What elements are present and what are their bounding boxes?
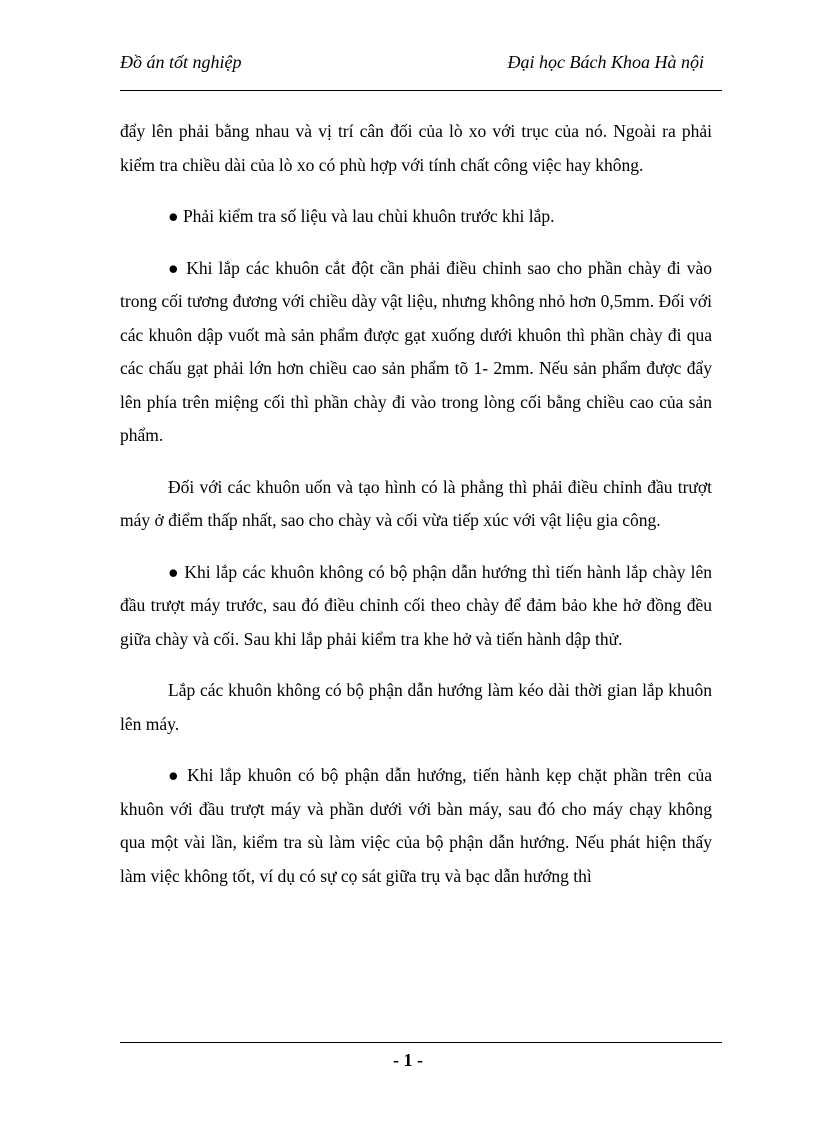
bullet-paragraph: ● Khi lắp các khuôn không có bộ phận dẫn hướng thì tiến hành lắp chày lên đầu trượt máy trước, sau đó điều chỉnh cối theo chày để đảm bảo khe hở đồng đều giữa chày và cối. Sau khi lắp phải kiểm tra khe hở và tiến hành dập thử. — [120, 561, 712, 649]
footer-divider — [120, 1042, 722, 1043]
paragraph: Đối với các khuôn uốn và tạo hình có là phẳng thì phải điều chỉnh đầu trượt máy ở điểm thấp nhất, sao cho chày và cối vừa tiếp xúc với vật liệu gia công. — [120, 476, 712, 530]
paragraph: đẩy lên phải bằng nhau và vị trí cân đối của lò xo với trục của nó. Ngoài ra phải kiểm tra chiều dài của lò xo có phù hợp với tính chất công việc hay không. — [120, 121, 712, 175]
paragraph: Lắp các khuôn không có bộ phận dẫn hướng làm kéo dài thời gian lắp khuôn lên máy. — [120, 680, 712, 734]
bullet-paragraph: ● Khi lắp khuôn có bộ phận dẫn hướng, tiến hành kẹp chặt phần trên của khuôn với đầu trượt máy và phần dưới với bàn máy, sau đó cho máy chạy không qua một vài lần, kiểm tra sù làm việc của bộ phận dẫn hướng. Nếu phát hiện thấy làm việc không tốt, ví dụ có sự cọ sát giữa trụ và bạc dẫn hướng thì — [120, 765, 712, 886]
body-text — [120, 115, 712, 893]
bullet-paragraph: ● Phải kiểm tra số liệu và lau chùi khuôn trước khi lắp. — [168, 206, 555, 226]
page-number: - 1 - — [393, 1050, 423, 1070]
page-header — [120, 50, 722, 91]
header-right-title: Đại học Bách Khoa Hà nội — [507, 52, 704, 72]
bullet-paragraph: ● Khi lắp các khuôn cắt đột cần phải điều chỉnh sao cho phần chày đi vào trong cối tương đương với chiều dày vật liệu, nhưng không nhỏ hơn 0,5mm. Đối với các khuôn dập vuốt mà sản phẩm được gạt xuống dưới khuôn thì phần chày đi qua các chấu gạt phải lớn hơn chiều cao sản phẩm tõ 1- 2mm. Nếu sản phẩm được đẩy lên phía trên miệng cối thì phần chày đi vào trong lòng cối bằng chiều cao của sản phẩm. — [120, 257, 712, 445]
header-left-title: Đồ án tốt nghiệp — [120, 52, 242, 72]
